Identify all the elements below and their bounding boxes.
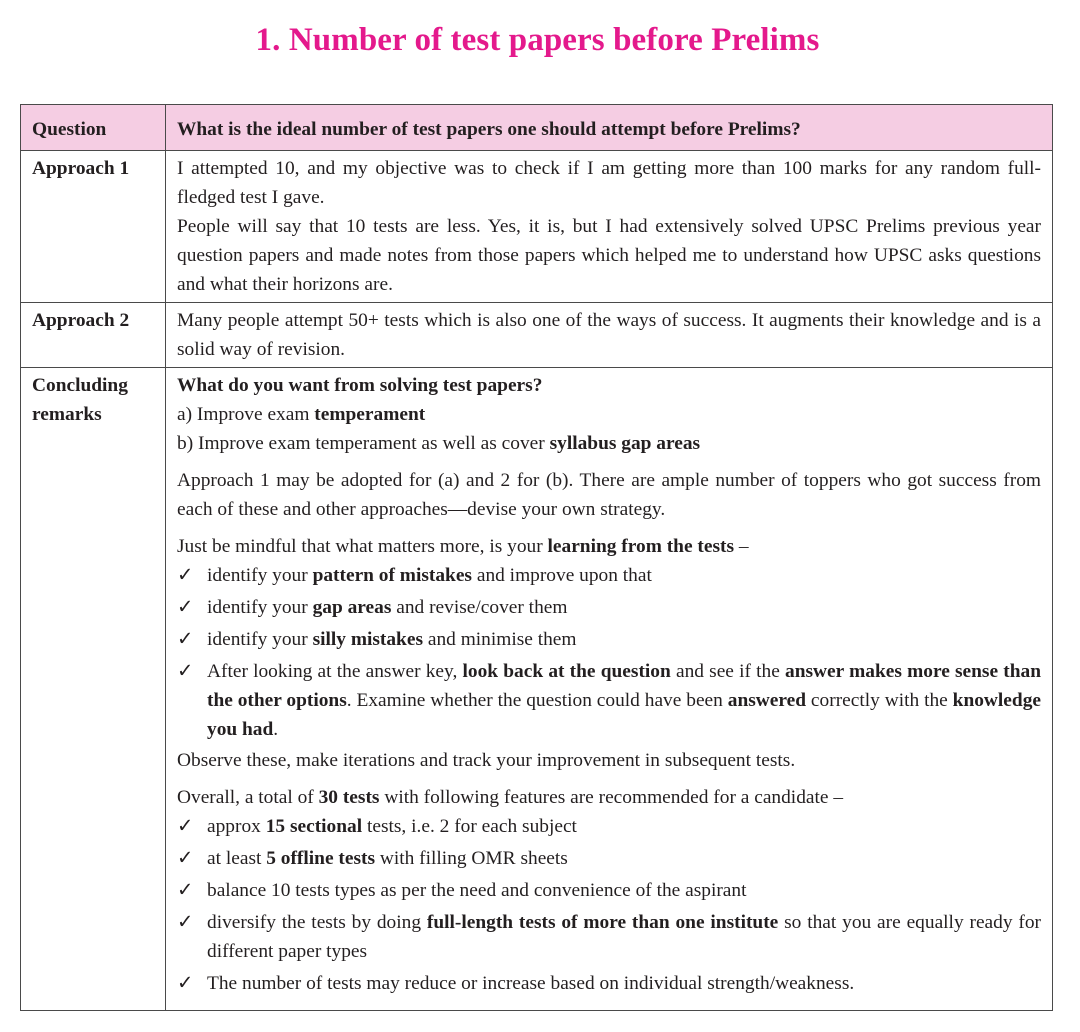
check-icon: ✓ (177, 565, 194, 586)
feature-item: ✓ diversify the tests by doing full-length tests of more than one institute so that you are equally ready for different paper types (177, 908, 1041, 966)
concluding-row (21, 368, 1053, 1011)
check-icon: ✓ (177, 629, 194, 650)
approach2-row (21, 303, 1053, 368)
concluding-content (166, 368, 1053, 1011)
checklist-item: ✓ identify your gap areas and revise/cover them (177, 593, 1041, 622)
overall-para: Overall, a total of 30 tests with following features are recommended for a candidate – (177, 787, 844, 808)
check-icon: ✓ (177, 973, 194, 994)
mindful-para: Just be mindful that what matters more, is your learning from the tests – (177, 536, 749, 557)
question-row (21, 105, 1053, 151)
approach1-label: Approach 1 (21, 151, 166, 303)
option-a: a) Improve exam temperament (177, 404, 426, 425)
question-text: What is the ideal number of test papers one should attempt before Prelims? (166, 105, 1053, 151)
check-icon: ✓ (177, 597, 194, 618)
approach1-para-1: I attempted 10, and my objective was to check if I am getting more than 100 marks for any random full-fledged test I gave. (177, 158, 1041, 208)
feature-item: ✓ The number of tests may reduce or increase based on individual strength/weakness. (177, 969, 1041, 998)
feature-item: ✓ approx 15 sectional tests, i.e. 2 for each subject (177, 812, 1041, 841)
feature-item: ✓ balance 10 tests types as per the need and convenience of the aspirant (177, 876, 1041, 905)
approach1-para-2: People will say that 10 tests are less. Yes, it is, but I had extensively solved UPSC Prelims previous year question papers and made notes from those papers which helped me to understand how UPSC asks questions and what their horizons are. (177, 216, 1041, 295)
check-icon: ✓ (177, 661, 194, 682)
observe-para: Observe these, make iterations and track your improvement in subsequent tests. (177, 750, 796, 771)
approach1-row (21, 151, 1053, 303)
check-icon: ✓ (177, 816, 194, 837)
approach2-para: Many people attempt 50+ tests which is also one of the ways of success. It augments their knowledge and is a solid way of revision. (177, 310, 1041, 360)
approach1-content (166, 151, 1053, 303)
check-icon: ✓ (177, 912, 194, 933)
check-icon: ✓ (177, 848, 194, 869)
concluding-label: Concluding remarks (21, 368, 166, 1011)
option-b: b) Improve exam temperament as well as cover syllabus gap areas (177, 433, 701, 454)
checklist-item: ✓ After looking at the answer key, look back at the question and see if the answer makes more sense than the other options. Examine whether the question could have been answered correctly with the knowledge you had. (177, 657, 1041, 744)
approach-table (20, 104, 1053, 1011)
approach2-label: Approach 2 (21, 303, 166, 368)
page-title: 1. Number of test papers before Prelims (255, 22, 820, 58)
question-label: Question (21, 105, 166, 151)
approach-choice-para: Approach 1 may be adopted for (a) and 2 for (b). There are ample number of toppers who got success from each of these and other approaches—devise your own strategy. (177, 470, 1041, 520)
approach2-content (166, 303, 1053, 368)
check-icon: ✓ (177, 880, 194, 901)
feature-item: ✓ at least 5 offline tests with filling OMR sheets (177, 844, 1041, 873)
concluding-heading: What do you want from solving test papers? (177, 375, 543, 396)
checklist-item: ✓ identify your pattern of mistakes and improve upon that (177, 561, 1041, 590)
checklist-item: ✓ identify your silly mistakes and minimise them (177, 625, 1041, 654)
